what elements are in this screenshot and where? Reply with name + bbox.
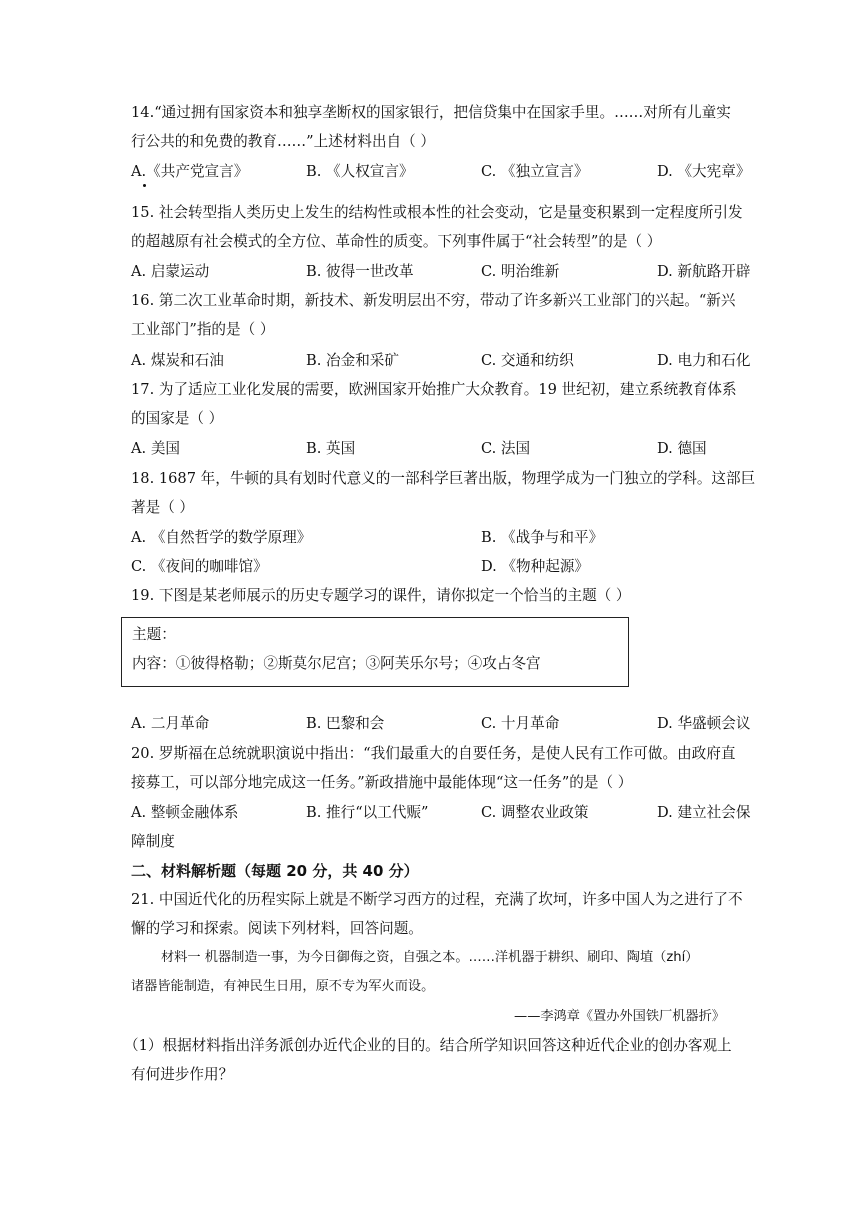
question-15-option-c[interactable]: C. 明治维新 (481, 263, 560, 280)
question-17-stem-line-2: 的国家是（ ） (131, 410, 224, 427)
question-21-sub-1-line-1: （1）根据材料指出洋务派创办近代企业的目的。结合所学知识回答这种近代企业的创办客观上 (124, 1037, 732, 1054)
question-17-stem-line-1: 17. 为了适应工业化发展的需要，欧洲国家开始推广大众教育。19 世纪初，建立系统教育体系 (131, 381, 737, 398)
question-14-stem-line-2: 行公共的和免费的教育……”上述材料出自（ ） (131, 133, 435, 150)
question-21-sub-1-line-2: 有何进步作用？ (131, 1066, 234, 1083)
section-2-title: 二、材料解析题（每题 20 分，共 40 分） (131, 862, 419, 880)
material-one-line-2: 诸器皆能制造，有神民生日用，原不专为军火而设。 (131, 979, 435, 994)
emphasis-dot (143, 184, 146, 187)
question-18-stem-line-1: 18. 1687 年，牛顿的具有划时代意义的一部科学巨著出版，物理学成为一门独立的学科。这部巨 (131, 470, 756, 487)
question-14-option-c[interactable]: C. 《独立宣言》 (481, 163, 589, 180)
question-19-option-b[interactable]: B. 巴黎和会 (306, 715, 385, 732)
question-21-stem-line-2: 懈的学习和探索。阅读下列材料，回答问题。 (131, 920, 423, 937)
material-one-line-1: 材料一 机器制造一事，为今日御侮之资，自强之本。……洋机器于耕织、刷印、陶埴（zhí） (161, 950, 699, 965)
question-15-option-d[interactable]: D. 新航路开辟 (657, 263, 751, 280)
question-18-option-a[interactable]: A. 《自然哲学的数学原理》 (131, 529, 312, 546)
question-14-option-d[interactable]: D. 《大宪章》 (657, 163, 751, 180)
courseware-topic: 主题： (132, 626, 176, 643)
question-19-option-c[interactable]: C. 十月革命 (481, 715, 560, 732)
question-20-option-b[interactable]: B. 推行“以工代赈” (306, 804, 429, 821)
question-14-option-b[interactable]: B. 《人权宣言》 (306, 163, 414, 180)
question-18-option-c[interactable]: C. 《夜间的咖啡馆》 (131, 558, 268, 575)
question-14-stem-line-1: 14.“通过拥有国家资本和独享垄断权的国家银行，把信贷集中在国家手里。……对所有儿童实 (131, 104, 731, 121)
question-14-option-a[interactable]: A.《共产党宣言》 (131, 163, 249, 180)
question-19-option-a[interactable]: A. 二月革命 (131, 715, 210, 732)
question-21-stem-line-1: 21. 中国近代化的历程实际上就是不断学习西方的过程，充满了坎坷，许多中国人为之进行了不 (131, 891, 743, 908)
question-17-option-a[interactable]: A. 美国 (131, 440, 181, 457)
material-source: ——李鸿章《置办外国铁厂机器折》 (514, 1009, 725, 1024)
question-16-option-b[interactable]: B. 冶金和采矿 (306, 352, 399, 369)
question-17-option-b[interactable]: B. 英国 (306, 440, 356, 457)
question-20-option-c[interactable]: C. 调整农业政策 (481, 804, 589, 821)
question-16-option-a[interactable]: A. 煤炭和石油 (131, 352, 224, 369)
question-17-option-c[interactable]: C. 法国 (481, 440, 531, 457)
question-18-option-d[interactable]: D. 《物种起源》 (481, 558, 590, 575)
question-15-stem-line-2: 的超越原有社会模式的全方位、革命性的质变。下列事件属于“社会转型”的是（ ） (131, 233, 662, 250)
courseware-content: 内容：①彼得格勒；②斯莫尔尼宫；③阿芙乐尔号；④攻占冬宫 (132, 655, 541, 672)
question-18-option-b[interactable]: B. 《战争与和平》 (481, 529, 604, 546)
question-17-option-d[interactable]: D. 德国 (657, 440, 707, 457)
question-19-option-d[interactable]: D. 华盛顿会议 (657, 715, 751, 732)
question-20-stem-line-1: 20. 罗斯福在总统就职演说中指出：“我们最重大的自要任务，是使人民有工作可做。由政府直 (131, 745, 736, 762)
question-16-option-d[interactable]: D. 电力和石化 (657, 352, 751, 369)
question-20-option-a[interactable]: A. 整顿金融体系 (131, 804, 239, 821)
question-19-stem: 19. 下图是某老师展示的历史专题学习的课件，请你拟定一个恰当的主题（ ） (131, 587, 631, 604)
question-15-option-a[interactable]: A. 启蒙运动 (131, 263, 210, 280)
question-18-stem-line-2: 著是（ ） (131, 499, 195, 516)
question-16-option-c[interactable]: C. 交通和纺织 (481, 352, 574, 369)
question-16-stem-line-2: 工业部门”指的是（ ） (131, 321, 275, 338)
question-15-stem-line-1: 15. 社会转型指人类历史上发生的结构性或根本性的社会变动，它是量变积累到一定程度所引发 (131, 204, 743, 221)
question-15-option-b[interactable]: B. 彼得一世改革 (306, 263, 414, 280)
question-20-stem-line-2: 接募工，可以部分地完成这一任务。”新政措施中最能体现“这一任务”的是（ ） (131, 774, 633, 791)
question-20-option-d-continued: 障制度 (131, 833, 175, 850)
question-16-stem-line-1: 16. 第二次工业革命时期，新技术、新发明层出不穷，带动了许多新兴工业部门的兴起。“新兴 (131, 292, 736, 309)
courseware-box (121, 617, 629, 687)
question-20-option-d[interactable]: D. 建立社会保 (657, 804, 751, 821)
